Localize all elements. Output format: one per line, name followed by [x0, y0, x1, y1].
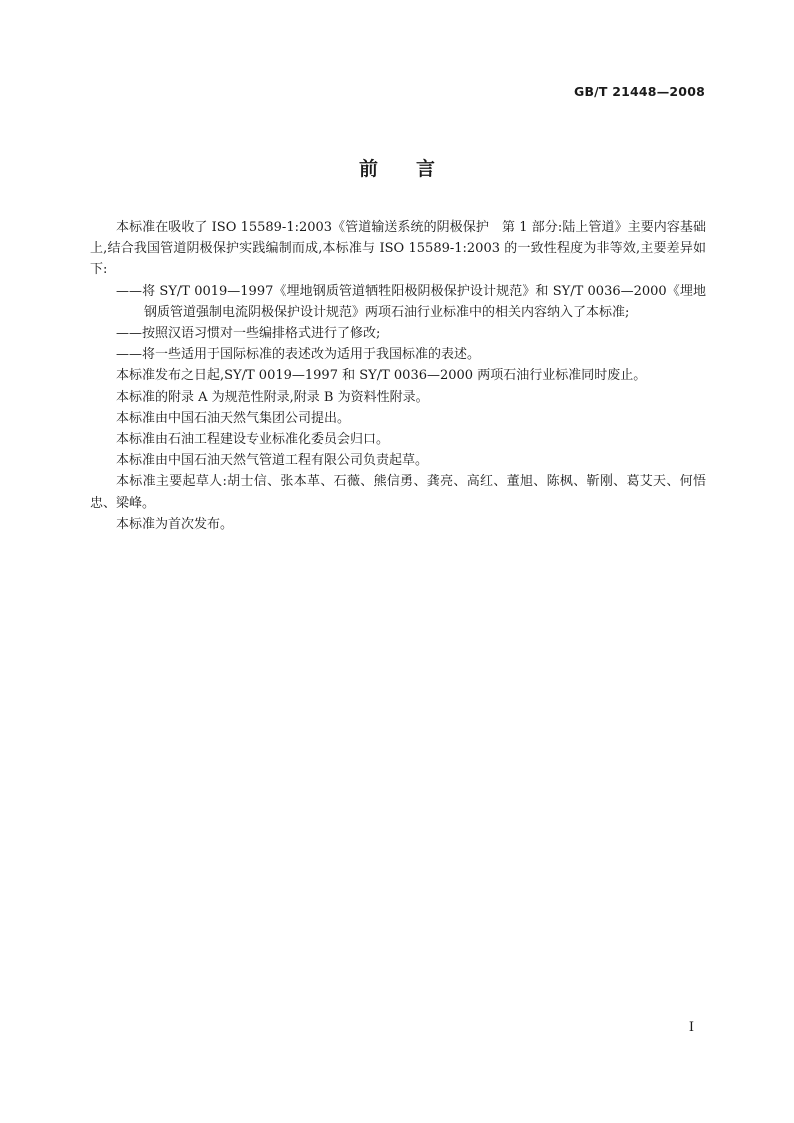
paragraph-drafters: 本标准主要起草人:胡士信、张本革、石薇、熊信勇、龚亮、高红、董旭、陈枫、靳刚、葛艾天、何悟忠、梁峰。: [90, 474, 706, 511]
page-number: I: [688, 1020, 694, 1035]
paragraph-annex: 本标准的附录 A 为规范性附录,附录 B 为资料性附录。: [116, 389, 429, 405]
difference-item: ——将 SY/T 0019—1997《埋地钢质管道牺牲阳极阴极保护设计规范》和 SY/T 0036—2000《埋地钢质管道强制电流阴极保护设计规范》两项石油行业标准中的相关内容纳入了本标准;: [116, 283, 706, 320]
standard-code: GB/T 21448—2008: [573, 84, 705, 99]
paragraph-administered-by: 本标准由石油工程建设专业标准化委员会归口。: [116, 432, 390, 448]
difference-item: ——将一些适用于国际标准的表述改为适用于我国标准的表述。: [116, 347, 481, 363]
paragraph-proposed-by: 本标准由中国石油天然气集团公司提出。: [116, 410, 351, 426]
paragraph-drafted-by: 本标准由中国石油天然气管道工程有限公司负责起草。: [116, 453, 429, 469]
difference-item: ——按照汉语习惯对一些编排格式进行了修改;: [116, 326, 381, 342]
intro-paragraph: 本标准在吸收了 ISO 15589-1:2003《管道输送系统的阴极保护 第 1 部分:陆上管道》主要内容基础上,结合我国管道阴极保护实践编制而成,本标准与 ISO 15589-1:2003 的一致性程度为非等效,主要差异如下:: [90, 220, 706, 278]
paragraph-supersede: 本标准发布之日起,SY/T 0019—1997 和 SY/T 0036—2000 两项石油行业标准同时废止。: [116, 368, 647, 384]
document-body: [90, 217, 706, 535]
paragraph-first-edition: 本标准为首次发布。: [116, 516, 234, 532]
page-title: 前言: [358, 158, 473, 180]
